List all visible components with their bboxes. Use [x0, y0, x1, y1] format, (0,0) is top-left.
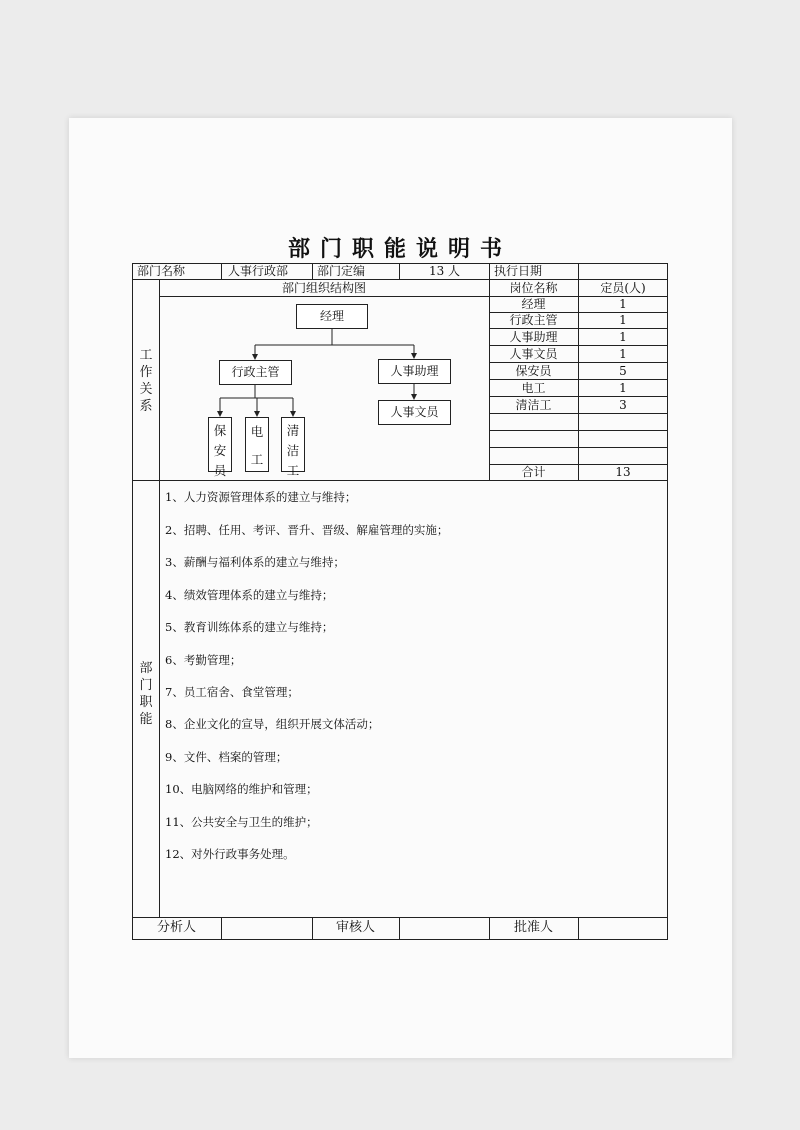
col-divider [399, 917, 400, 940]
quota-label: 部门定编 [317, 264, 366, 278]
quota-value[interactable]: 13 人 [428, 264, 461, 278]
staff-total-value[interactable]: 13 [615, 465, 631, 479]
function-item: 8、企业文化的宣导，组织开展文体活动； [165, 717, 380, 731]
staff-row-position: 行政主管 [509, 313, 558, 327]
staff-row-position: 人事助理 [509, 330, 558, 344]
staff-row-divider [489, 447, 668, 448]
dept-name-label: 部门名称 [137, 264, 186, 278]
approver-label: 批准人 [513, 920, 553, 935]
exec-date-label: 执行日期 [494, 264, 543, 278]
org-node-manager: 经理 [296, 304, 368, 329]
functions-label: 部 门 职 能 [139, 661, 153, 727]
staff-row-count[interactable]: 5 [619, 364, 627, 378]
staff-row-position: 电工 [521, 381, 546, 395]
row-divider [132, 917, 668, 918]
function-item: 1、人力资源管理体系的建立与维持； [165, 490, 357, 504]
org-node-electrician: 电 工 [245, 417, 269, 472]
org-node-guard: 保 安 员 [208, 417, 232, 472]
function-item: 12、对外行政事务处理。 [165, 847, 295, 861]
org-node-cleaner: 清 洁 工 [281, 417, 305, 472]
function-item: 2、招聘、任用、考评、晋升、晋级、解雇管理的实施； [165, 523, 449, 537]
function-item: 11、公共安全与卫生的维护； [165, 815, 318, 829]
staff-row-position: 人事文员 [509, 347, 558, 361]
work-relation-label: 工 作 关 系 [139, 348, 153, 414]
org-node-hr-assistant: 人事助理 [378, 359, 451, 384]
org-node-hr-clerk: 人事文员 [378, 400, 451, 425]
staff-row-count[interactable]: 3 [619, 398, 627, 412]
staff-header-position: 岗位名称 [509, 281, 558, 295]
page-title: 部门职能说明书 [287, 237, 512, 262]
staff-row-count[interactable]: 1 [619, 313, 627, 327]
staff-row-divider [489, 413, 668, 414]
org-chart-title: 部门组织结构图 [281, 281, 366, 295]
analyst-label: 分析人 [156, 920, 196, 935]
function-item: 5、教育训练体系的建立与维持； [165, 620, 334, 634]
dept-name-value[interactable]: 人事行政部 [228, 264, 289, 278]
col-divider [221, 917, 222, 940]
staff-row-count[interactable]: 1 [619, 330, 627, 344]
staff-header-quota: 定员(人) [600, 281, 646, 295]
function-item: 9、文件、档案的管理； [165, 750, 288, 764]
staff-row-position: 清洁工 [515, 398, 552, 412]
function-item: 6、考勤管理； [165, 653, 242, 667]
staff-row-position: 保安员 [515, 364, 552, 378]
function-item: 10、电脑网络的维护和管理； [165, 782, 318, 796]
staff-row-position: 经理 [521, 297, 546, 311]
function-item: 3、薪酬与福利体系的建立与维持； [165, 555, 345, 569]
staff-total-label: 合计 [521, 465, 546, 479]
staff-row-count[interactable]: 1 [619, 347, 627, 361]
staff-row-count[interactable]: 1 [619, 297, 627, 311]
staff-row-divider [489, 430, 668, 431]
org-node-admin-supervisor: 行政主管 [219, 360, 292, 385]
function-item: 7、员工宿舍、食堂管理； [165, 685, 299, 699]
reviewer-label: 审核人 [335, 920, 375, 935]
staff-row-count[interactable]: 1 [619, 381, 627, 395]
function-item: 4、绩效管理体系的建立与维持； [165, 588, 334, 602]
col-divider [578, 917, 579, 940]
